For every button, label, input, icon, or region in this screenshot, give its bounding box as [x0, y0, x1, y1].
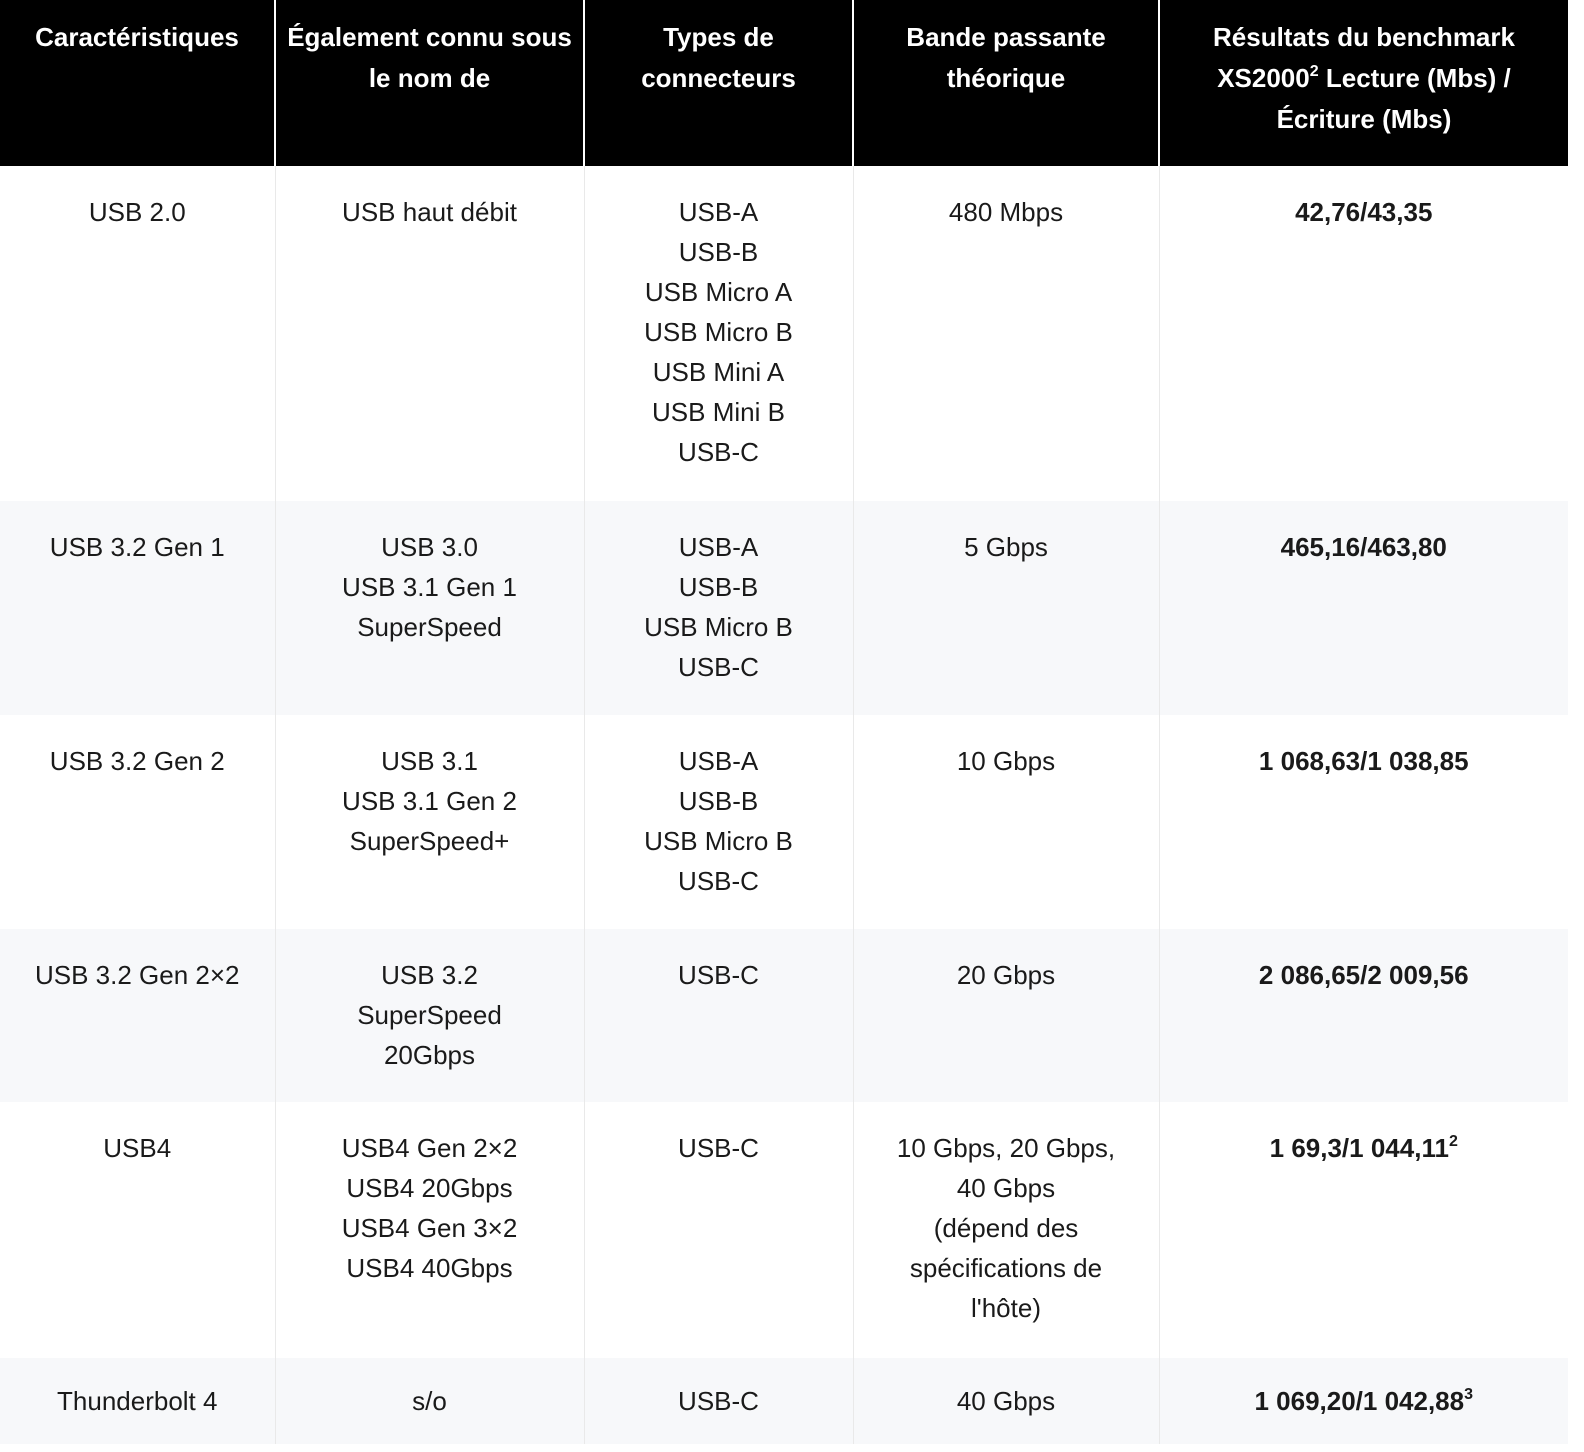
cell-caracteristique: USB4 [0, 1102, 275, 1358]
cell-bande-passante [853, 1358, 1159, 1444]
cell-resultats-benchmark [1159, 929, 1568, 1102]
header-egalement-connu: Également connu sous le nom de [275, 0, 584, 166]
connector-type: USB-C [678, 437, 759, 467]
header-benchmark-prefix: Résultats du benchmark XS2000 [1213, 22, 1515, 93]
cell-caracteristique: USB 2.0 [0, 166, 275, 501]
bandwidth-line: spécifications de [909, 1253, 1103, 1283]
header-row [0, 0, 1568, 166]
benchmark-footnote: 3 [1464, 1386, 1474, 1403]
cell-caracteristique: USB 3.2 Gen 1 [0, 501, 275, 715]
alias-name: USB 3.1 [381, 746, 478, 776]
connector-type: USB-A [678, 532, 759, 562]
alias-name: USB4 20Gbps [346, 1173, 513, 1203]
connector-type: USB-B [678, 237, 759, 267]
alias-name: s/o [412, 1386, 447, 1416]
connector-type: USB Mini A [652, 357, 785, 387]
connector-type: USB Micro A [644, 277, 793, 307]
benchmark-value: 1 069,20/1 042,88 [1254, 1386, 1465, 1416]
connector-type: USB-A [678, 746, 759, 776]
alias-name: USB 3.2 [381, 960, 478, 990]
alias-name: USB 3.1 Gen 1 [342, 572, 517, 602]
cell-bande-passante [853, 1102, 1159, 1358]
alias-name: 20Gbps [383, 1040, 476, 1070]
bandwidth-line: 40 Gbps [956, 1386, 1056, 1416]
bandwidth-line: 480 Mbps [948, 197, 1064, 227]
table-body [0, 166, 1568, 1444]
table-row [0, 1102, 1568, 1358]
bandwidth-line: 40 Gbps [956, 1173, 1056, 1203]
cell-resultats-benchmark [1159, 166, 1568, 501]
connector-type: USB-C [678, 652, 759, 682]
cell-caracteristique: Thunderbolt 4 [0, 1358, 275, 1444]
cell-egalement-connu [275, 501, 584, 715]
cell-types-connecteurs [584, 501, 853, 715]
cell-egalement-connu [275, 715, 584, 929]
cell-resultats-benchmark [1159, 1358, 1568, 1444]
table-row [0, 929, 1568, 1102]
header-benchmark-suffix: Lecture (Mbs) / Écriture (Mbs) [1276, 63, 1511, 134]
benchmark-value: 465,16/463,80 [1280, 532, 1447, 562]
cell-types-connecteurs [584, 929, 853, 1102]
cell-caracteristique: USB 3.2 Gen 2×2 [0, 929, 275, 1102]
bandwidth-line: 20 Gbps [956, 960, 1056, 990]
table-row [0, 1358, 1568, 1444]
cell-resultats-benchmark [1159, 715, 1568, 929]
bandwidth-line: 5 Gbps [964, 532, 1048, 562]
cell-types-connecteurs [584, 1358, 853, 1444]
cell-types-connecteurs [584, 715, 853, 929]
connector-type: USB-C [678, 866, 759, 896]
bandwidth-line: l'hôte) [970, 1293, 1041, 1323]
alias-name: SuperSpeed [357, 612, 502, 642]
alias-name: SuperSpeed [357, 1000, 502, 1030]
bandwidth-line: (dépend des [933, 1213, 1079, 1243]
table-row [0, 715, 1568, 929]
benchmark-footnote: 2 [1448, 1133, 1458, 1150]
cell-egalement-connu [275, 1358, 584, 1444]
cell-bande-passante [853, 929, 1159, 1102]
header-bande-passante: Bande passante théorique [853, 0, 1159, 166]
connector-type: USB-B [678, 572, 759, 602]
table-header [0, 0, 1568, 166]
cell-egalement-connu [275, 1102, 584, 1358]
connector-type: USB-C [678, 960, 759, 990]
header-caracteristiques: Caractéristiques [0, 0, 275, 166]
connector-type: USB Micro B [644, 826, 793, 856]
cell-resultats-benchmark [1159, 501, 1568, 715]
header-resultats-benchmark [1159, 0, 1568, 166]
alias-name: USB 3.1 Gen 2 [342, 786, 517, 816]
header-types-connecteurs: Types de connecteurs [584, 0, 853, 166]
benchmark-value: 1 068,63/1 038,85 [1258, 746, 1469, 776]
connector-type: USB-C [678, 1133, 759, 1163]
connector-type: USB-C [678, 1386, 759, 1416]
alias-name: SuperSpeed+ [349, 826, 510, 856]
cell-bande-passante [853, 166, 1159, 501]
table-row [0, 166, 1568, 501]
alias-name: USB4 40Gbps [346, 1253, 513, 1283]
connector-type: USB Micro B [644, 317, 793, 347]
connector-type: USB-A [678, 197, 759, 227]
cell-egalement-connu [275, 166, 584, 501]
benchmark-value: 42,76/43,35 [1295, 197, 1433, 227]
cell-caracteristique: USB 3.2 Gen 2 [0, 715, 275, 929]
connector-type: USB Mini B [652, 397, 785, 427]
cell-types-connecteurs [584, 166, 853, 501]
alias-name: USB4 Gen 2×2 [341, 1133, 518, 1163]
table-row [0, 501, 1568, 715]
bandwidth-line: 10 Gbps, 20 Gbps, [896, 1133, 1116, 1163]
cell-bande-passante [853, 715, 1159, 929]
alias-name: USB4 Gen 3×2 [341, 1213, 518, 1243]
cell-egalement-connu [275, 929, 584, 1102]
connector-type: USB-B [678, 786, 759, 816]
alias-name: USB 3.0 [381, 532, 478, 562]
benchmark-value: 2 086,65/2 009,56 [1258, 960, 1469, 990]
benchmark-value: 1 69,3/1 044,11 [1269, 1133, 1449, 1163]
cell-resultats-benchmark [1159, 1102, 1568, 1358]
cell-bande-passante [853, 501, 1159, 715]
bandwidth-line: 10 Gbps [956, 746, 1056, 776]
alias-name: USB haut débit [342, 197, 517, 227]
cell-types-connecteurs [584, 1102, 853, 1358]
header-benchmark-footnote: 2 [1309, 63, 1319, 80]
connector-type: USB Micro B [644, 612, 793, 642]
